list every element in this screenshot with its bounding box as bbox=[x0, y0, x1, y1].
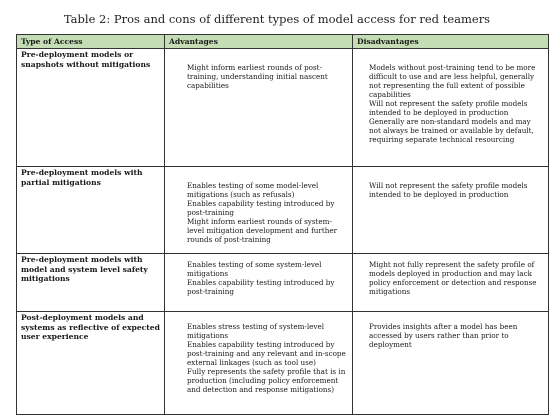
disadvantages-cell bbox=[353, 312, 549, 415]
table-row bbox=[17, 49, 549, 167]
advantage-item: Enables testing of some system-level mitigations bbox=[187, 260, 322, 279]
table-row bbox=[17, 254, 549, 312]
disadvantages-cell bbox=[353, 49, 549, 167]
advantages-cell bbox=[165, 167, 353, 254]
header-type-of-access: Type of Access bbox=[17, 35, 165, 49]
table-header-row bbox=[17, 35, 549, 49]
disadvantages-cell bbox=[353, 254, 549, 312]
disadvantage-item: Might not fully represent the safety profile of models deployed in production and may lack policy enforcement or detection and response mitigations bbox=[369, 260, 537, 297]
access-type: Pre-deployment models or snapshots without mitigations bbox=[21, 50, 151, 69]
table-row bbox=[17, 167, 549, 254]
access-type: Pre-deployment models with partial mitigations bbox=[21, 168, 143, 187]
advantages-cell bbox=[165, 312, 353, 415]
table-row bbox=[17, 312, 549, 415]
advantage-item: Might inform earliest rounds of post-training, understanding initial nascent capabilities bbox=[187, 63, 328, 91]
access-type: Pre-deployment models with model and system level safety mitigations bbox=[21, 255, 148, 283]
advantage-item: Enables capability testing introduced by post-training bbox=[187, 278, 335, 297]
type-cell bbox=[17, 167, 165, 254]
disadvantages-cell bbox=[353, 167, 549, 254]
type-cell bbox=[17, 312, 165, 415]
disadvantage-item: Will not represent the safety profile models intended to be deployed in production bbox=[369, 99, 528, 118]
disadvantage-item: Models without post-training tend to be more difficult to use and are less helpful, generally not representing the full extent of possible capabilities bbox=[369, 63, 536, 100]
advantage-item: Fully represents the safety profile that is in production (including policy enforcement and detection and response mitigations) bbox=[187, 367, 346, 395]
advantage-item: Enables testing of some model-level mitigations (such as refusals) bbox=[187, 181, 319, 200]
advantage-item: Enables capability testing introduced by post-training and any relevant and in-scope external linkages (such as tool use) bbox=[187, 340, 346, 368]
type-cell bbox=[17, 49, 165, 167]
disadvantage-item: Will not represent the safety profile models intended to be deployed in production bbox=[369, 181, 528, 200]
access-table bbox=[16, 34, 549, 415]
access-type: Post-deployment models and systems as reflective of expected user experience bbox=[21, 313, 160, 341]
advantages-cell bbox=[165, 49, 353, 167]
disadvantage-item: Provides insights after a model has been accessed by users rather than prior to deployment bbox=[369, 322, 518, 350]
disadvantage-item: Generally are non-standard models and may not always be trained or available by default, requiring separate technical resourcing bbox=[369, 117, 534, 145]
advantages-cell bbox=[165, 254, 353, 312]
advantage-item: Enables capability testing introduced by post-training bbox=[187, 199, 335, 218]
advantage-item: Might inform earliest rounds of system-level mitigation development and further rounds of post-training bbox=[187, 217, 338, 245]
table-caption: Table 2: Pros and cons of different types of model access for red teamers bbox=[63, 12, 491, 26]
header-advantages: Advantages bbox=[165, 35, 353, 49]
advantage-item: Enables stress testing of system-level mitigations bbox=[187, 322, 325, 341]
header-disadvantages: Disadvantages bbox=[353, 35, 549, 49]
type-cell bbox=[17, 254, 165, 312]
